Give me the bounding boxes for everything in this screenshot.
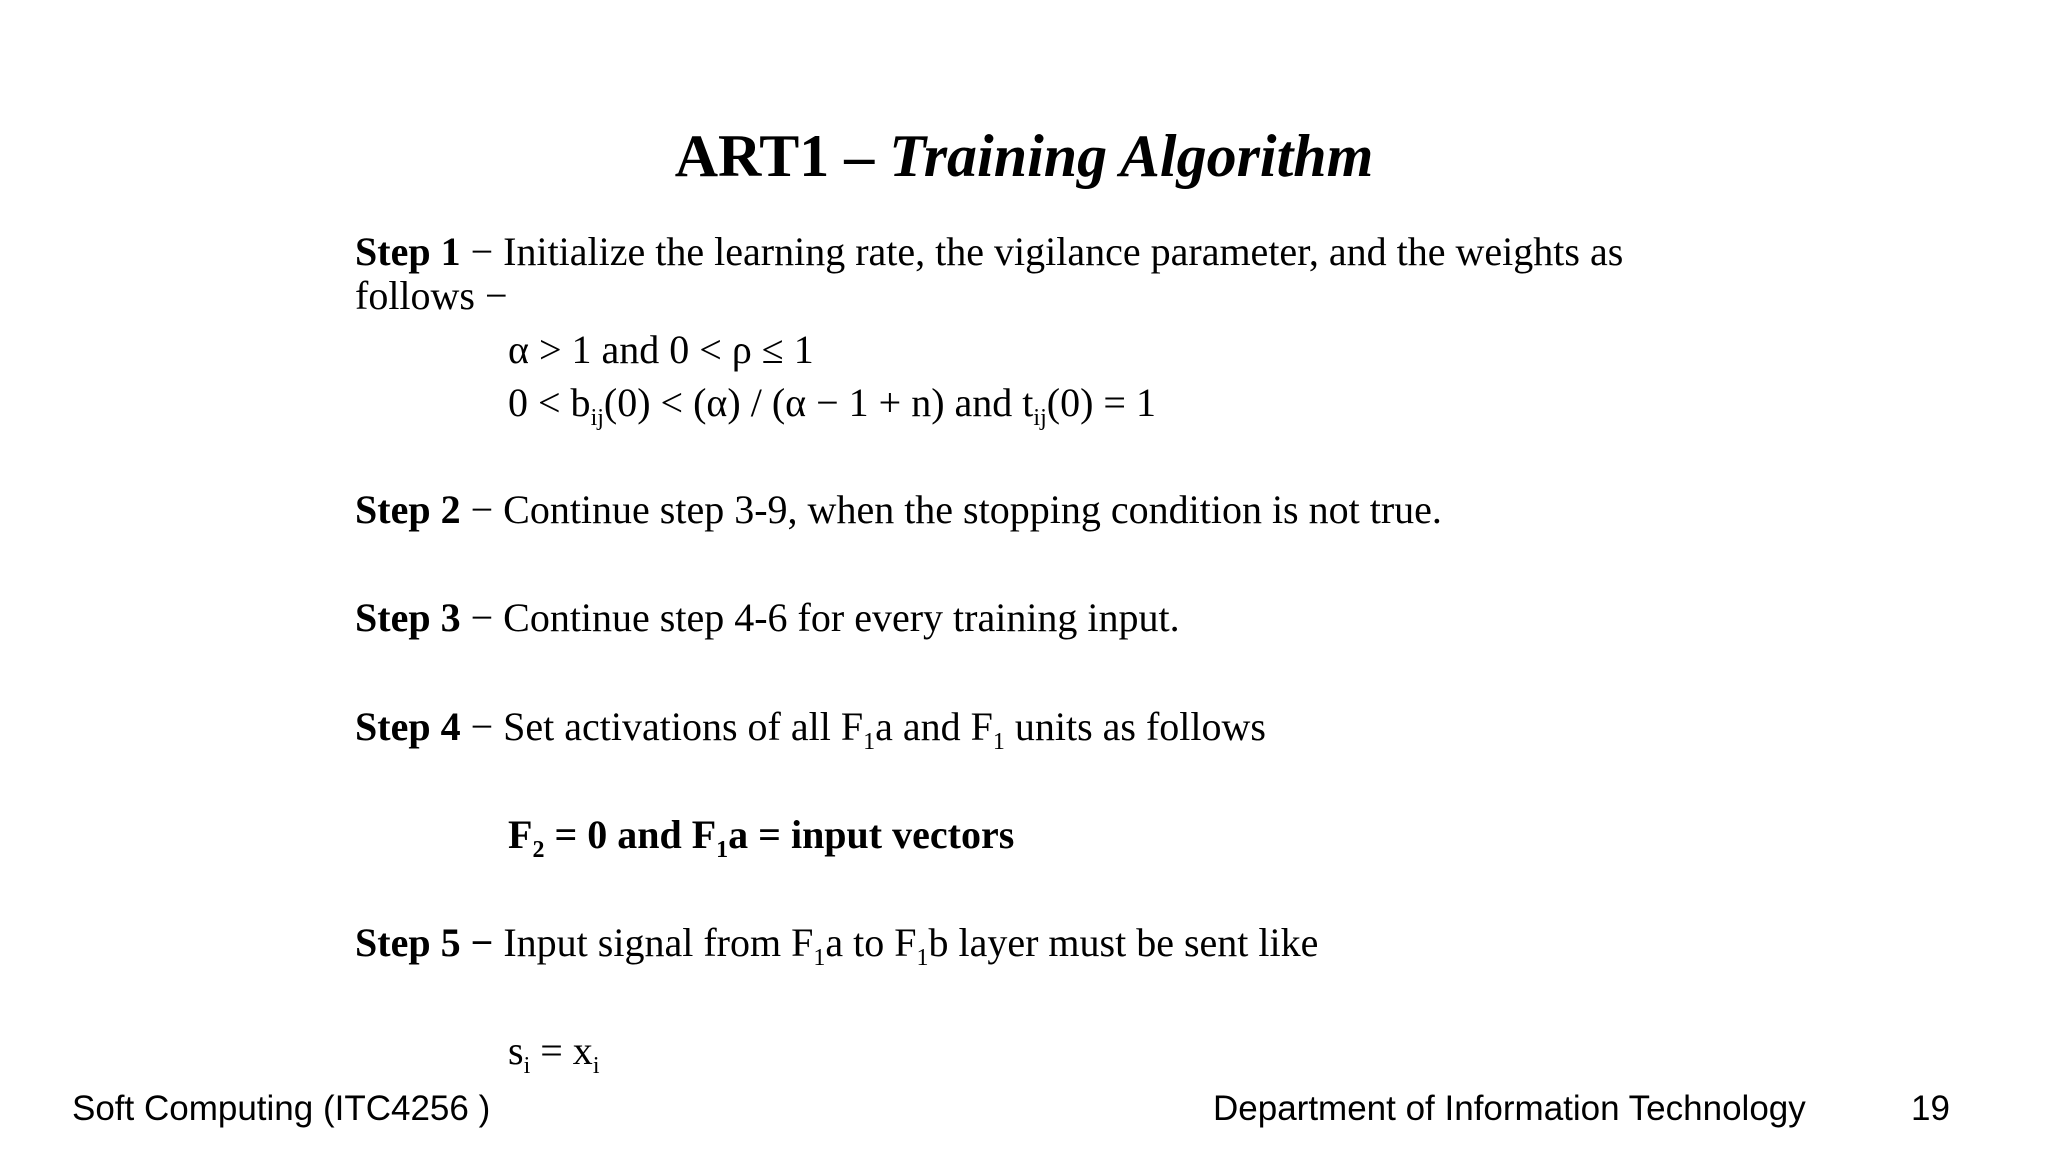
step-5-formula-subscript: i bbox=[592, 1053, 600, 1079]
step-5 bbox=[355, 920, 1685, 971]
step-1-label: Step 1 bbox=[355, 229, 461, 274]
title-emphasis: Training Algorithm bbox=[889, 123, 1374, 189]
weights-subscript: ij bbox=[1033, 405, 1047, 431]
step-3-text: − Continue step 4-6 for every training input. bbox=[460, 595, 1180, 640]
step-5-formula-part: s bbox=[508, 1028, 524, 1073]
step-4-formula-subscript: 2 bbox=[532, 837, 545, 863]
title-main: ART1 – bbox=[674, 123, 890, 189]
step-1-condition-line bbox=[355, 328, 1685, 372]
step-1-text: − Initialize the learning rate, the vigilance parameter, and the weights as follows − bbox=[355, 229, 1624, 318]
step-4-formula-part: F bbox=[508, 812, 533, 857]
step-3-label: Step 3 bbox=[355, 595, 461, 640]
slide-title bbox=[0, 118, 2048, 194]
step-4-label: Step 4 bbox=[355, 704, 461, 749]
step-4-formula-part: = 0 and F bbox=[544, 812, 717, 857]
step-4-text-part: units as follows bbox=[1004, 704, 1266, 749]
weights-subscript: ij bbox=[590, 405, 604, 431]
step-3 bbox=[355, 596, 1685, 640]
weights-part: 0 < b bbox=[508, 380, 591, 425]
step-4-formula-part: a = input vectors bbox=[728, 812, 1015, 857]
step-5-subscript: 1 bbox=[813, 945, 826, 971]
step-5-formula-part: = x bbox=[530, 1028, 593, 1073]
slide-content bbox=[355, 229, 1685, 1079]
step-1-condition: α > 1 and 0 < ρ ≤ 1 bbox=[508, 327, 814, 372]
step-5-label: Step 5 − bbox=[355, 920, 494, 965]
step-2-text: − Continue step 3-9, when the stopping condition is not true. bbox=[460, 487, 1442, 532]
step-5-subscript: 1 bbox=[916, 945, 929, 971]
step-4 bbox=[355, 704, 1685, 755]
weights-part: (0) = 1 bbox=[1046, 380, 1156, 425]
step-4-formula-subscript: 1 bbox=[716, 837, 729, 863]
step-4-text-part: − Set activations of all F bbox=[460, 704, 864, 749]
step-5-text-part: Input signal from F bbox=[493, 920, 814, 965]
step-4-text-part: a and F bbox=[875, 704, 993, 749]
step-2-label: Step 2 bbox=[355, 487, 461, 532]
step-4-subscript: 1 bbox=[992, 729, 1005, 755]
footer-department: Department of Information Technology bbox=[1213, 1089, 1806, 1128]
step-5-formula bbox=[355, 1028, 1685, 1079]
step-1 bbox=[355, 230, 1685, 318]
step-4-subscript: 1 bbox=[863, 729, 876, 755]
step-4-formula bbox=[355, 812, 1685, 863]
step-5-formula-subscript: i bbox=[523, 1053, 531, 1079]
footer-course: Soft Computing (ITC4256 ) bbox=[72, 1089, 491, 1128]
step-1-weights-line bbox=[355, 380, 1685, 431]
step-5-text-part: b layer must be sent like bbox=[928, 920, 1319, 965]
weights-part: (0) < (α) / (α − 1 + n) and t bbox=[603, 380, 1034, 425]
slide-number: 19 bbox=[1911, 1089, 1950, 1128]
step-5-text-part: a to F bbox=[825, 920, 917, 965]
step-2 bbox=[355, 488, 1685, 532]
